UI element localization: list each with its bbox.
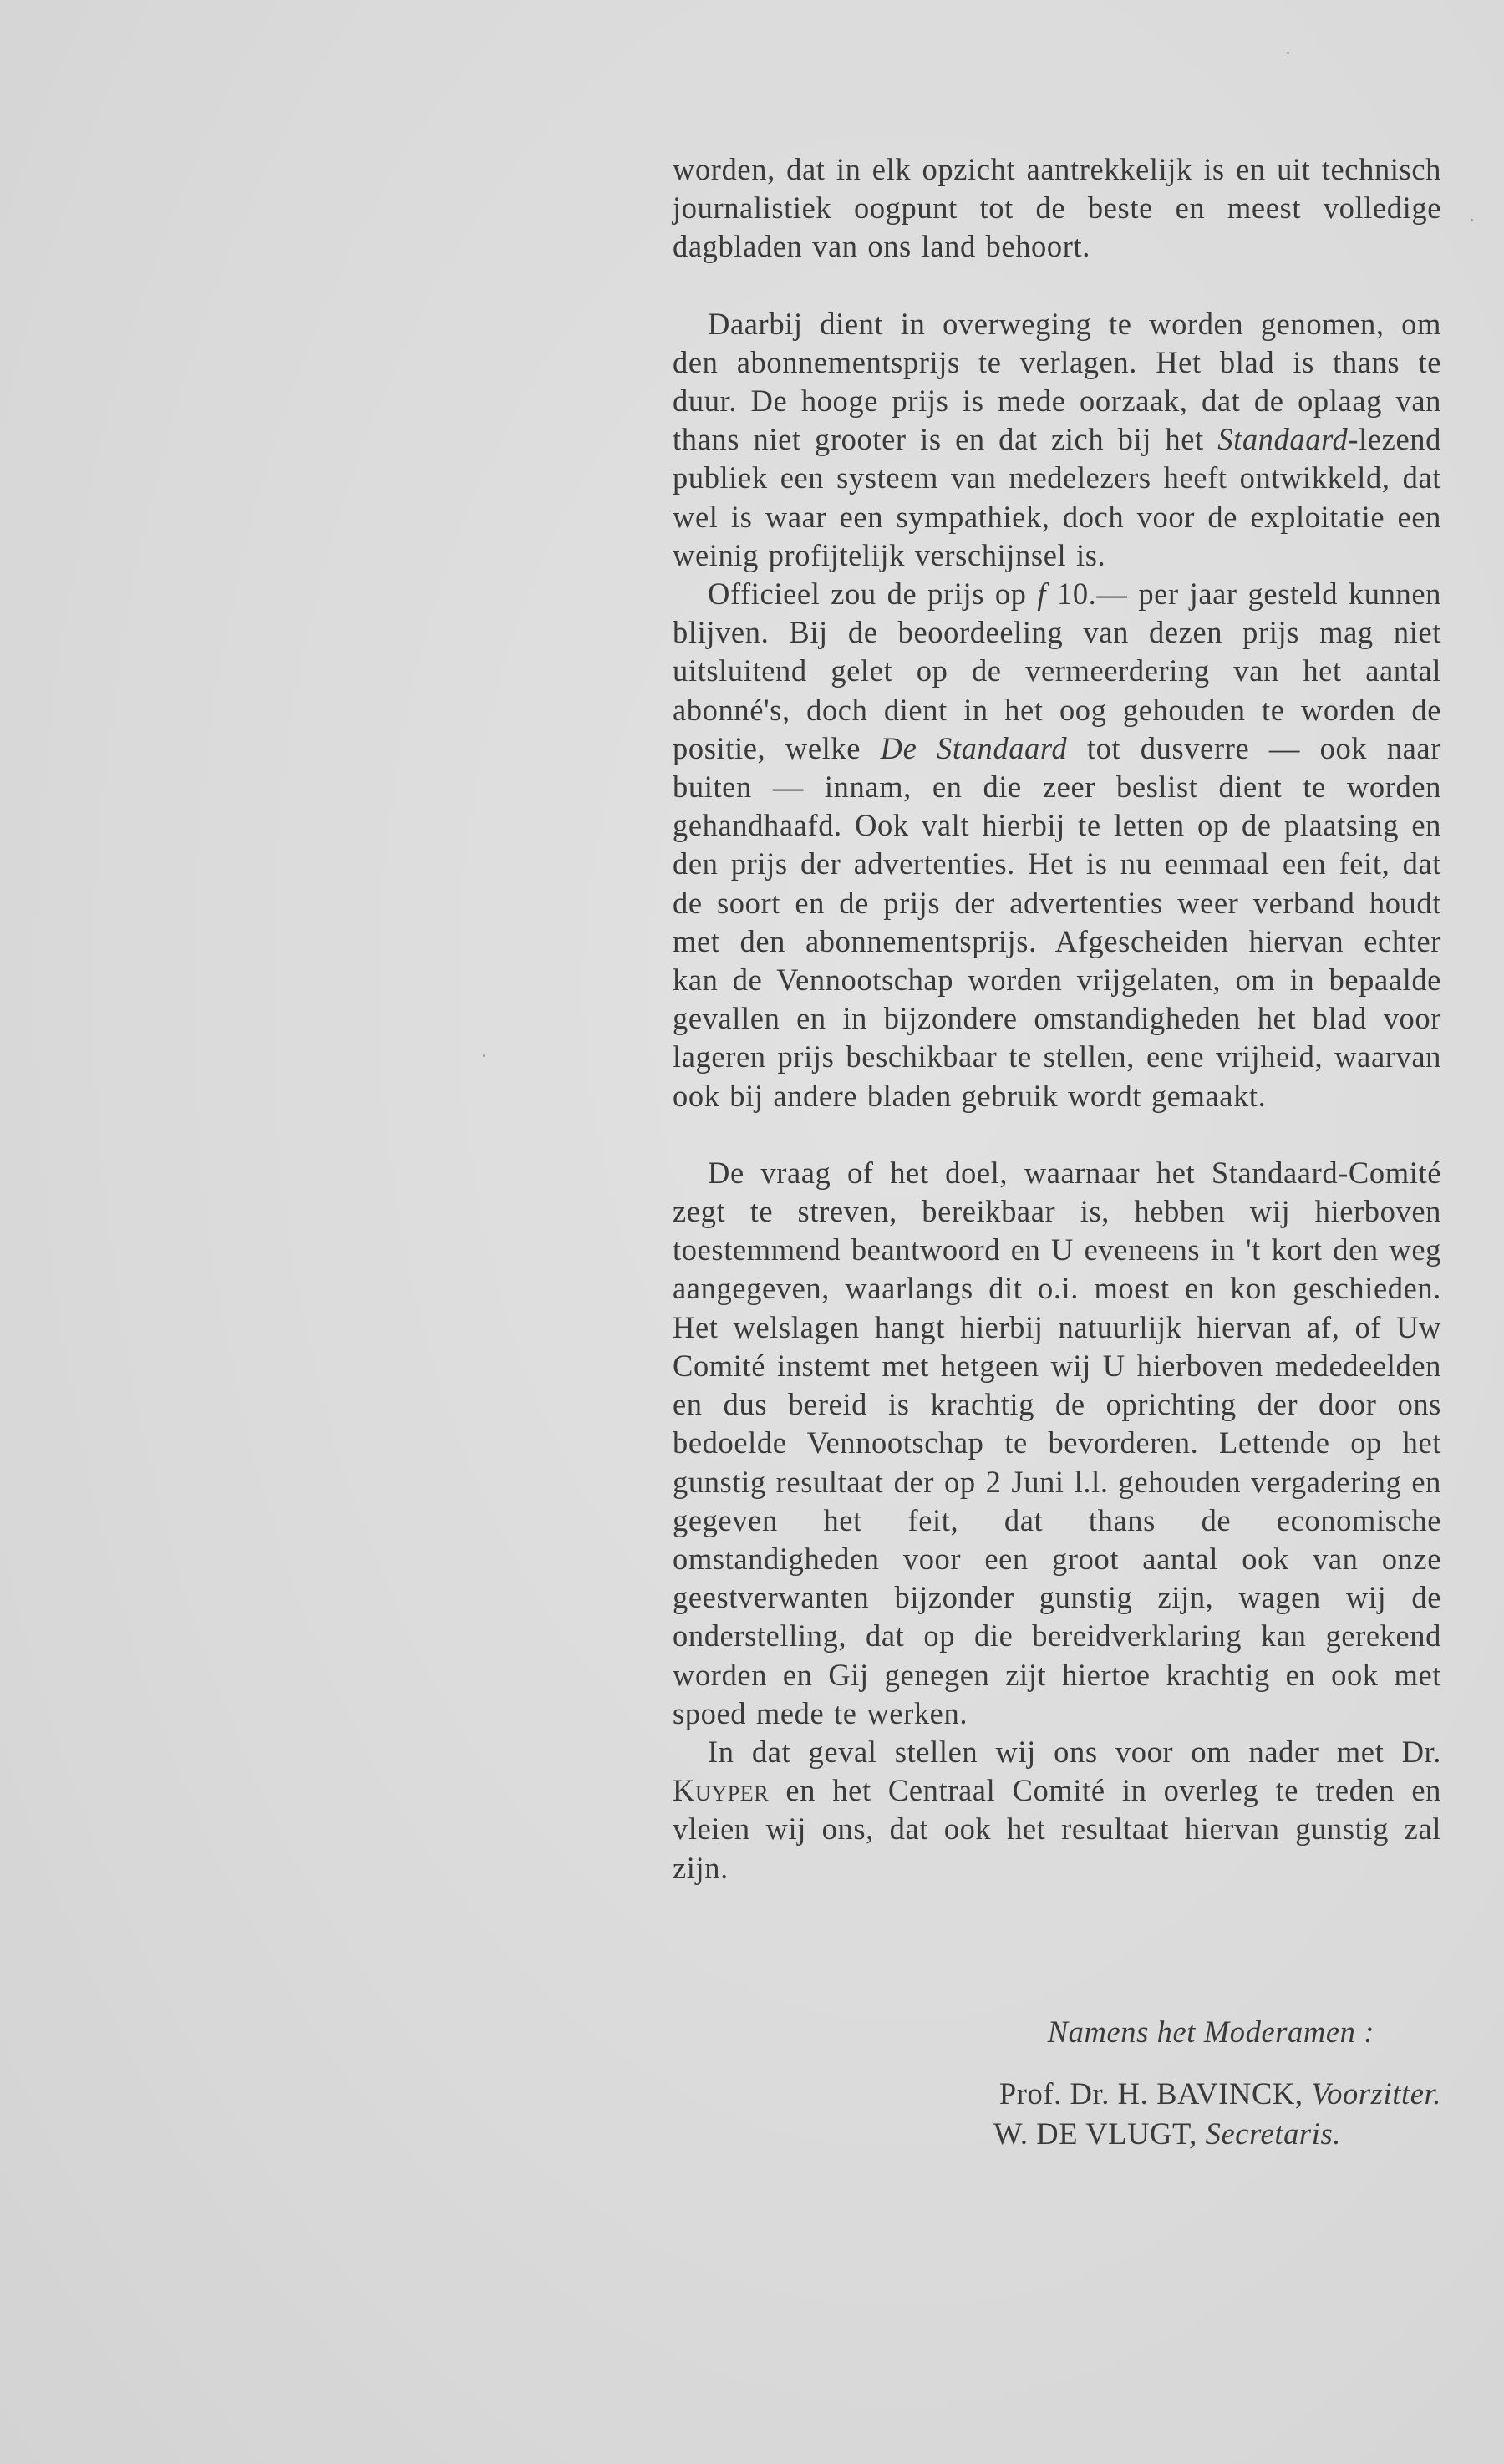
paragraph-3 <box>673 575 1441 1115</box>
paper-speck <box>483 1054 485 1057</box>
paragraph-2-text-b: -lezend publiek een systeem van medelezers heeft ontwikkeld, dat wel is waar een sympathiek, doch voor de exploitatie een weinig profijtelijk verschijnsel is. <box>673 422 1441 572</box>
florin-sign: f <box>1037 577 1047 612</box>
paragraph-4-text: De vraag of het doel, waarnaar het Standaard-Comité zegt te streven, bereikbaar is, hebben wij hierboven toestemmend beantwoord en U eveneens in 't kort den weg aangegeven, waarlangs dit o.i. moest en kon geschieden. Het welslagen hangt hierbij natuurlijk hiervan af, of Uw Comité instemt met hetgeen wij U hierboven mededeelden en dus bereid is krachtig de oprichting der door ons bedoelde Vennootschap te bevorderen. Lettende op het gunstig resultaat der op 2 Juni l.l. gehouden vergadering en gegeven het feit, dat thans de economische omstandigheden voor een groot aantal ook van onze geestverwanten bijzonder gunstig zijn, wagen wij de onderstelling, dat op die bereidverklaring kan gerekend worden en Gij genegen zijt hiertoe krachtig en ook met spoed mede te werken. <box>673 1155 1441 1730</box>
paper-speck <box>1471 219 1473 221</box>
signatory-name: W. DE VLUGT, <box>993 2116 1206 2151</box>
paragraph-2 <box>673 305 1441 575</box>
paragraph-5-text-b: en het Centraal Comité in overleg te treden en vleien wij ons, dat ook het resultaat hiervan gunstig zal zijn. <box>673 1773 1441 1885</box>
standaard-italic: Standaard <box>1217 422 1349 457</box>
kuyper-smallcaps: Kuyper <box>673 1773 770 1808</box>
paragraph-5-text-a: In dat geval stellen wij ons voor om nader met Dr. <box>708 1734 1441 1769</box>
signatory-role: Voorzitter. <box>1311 2076 1441 2111</box>
paragraph-4 <box>673 1154 1441 1733</box>
namens-line: Namens het Moderamen : <box>1047 2014 1374 2049</box>
paragraph-3-text-b: 10.— per jaar gesteld kunnen blijven. Bij de beoordeeling van dezen prijs mag niet uitsluitend gelet op de vermeerdering van het aantal abonné's, doch dient in het oog gehouden te worden de positie, welke <box>673 577 1441 765</box>
signatory-voorzitter <box>673 2074 1441 2114</box>
signatory-secretaris <box>673 2114 1441 2154</box>
signatory-name: Prof. Dr. H. BAVINCK, <box>998 2076 1312 2111</box>
signatory-role: Secretaris. <box>1205 2116 1341 2151</box>
paragraph-2-text-a: Daarbij dient in overweging te worden genomen, om den abonnementsprijs te verlagen. Het blad is thans te duur. De hooge prijs is mede oorzaak, dat de oplaag van thans niet grooter is en dat zich bij het <box>673 306 1441 457</box>
paragraph-3-text-a: Officieel zou de prijs op <box>708 577 1038 612</box>
paragraph-3-text-c: tot dusverre — ook naar buiten — innam, en die zeer beslist dient te worden gehandhaafd. Ook valt hierbij te letten op de plaatsing en den prijs der advertenties. Het is nu eenmaal een feit, dat de soort en de prijs der advertenties weer verband houdt met den abonnementsprijs. Afgescheiden hiervan echter kan de Vennootschap worden vrijgelaten, om in bepaalde gevallen en in bijzondere omstandigheden het blad voor lageren prijs beschikbaar te stellen, eene vrijheid, waarvan ook bij andere bladen gebruik wordt gemaakt. <box>673 730 1441 1113</box>
de-standaard-italic: De Standaard <box>880 730 1068 765</box>
paragraph-1-text: worden, dat in elk opzicht aantrekkelijk is en uit technisch journalistiek oogpunt tot de beste en meest volledige dagbladen van ons land behoort. <box>673 152 1441 264</box>
paragraph-5 <box>673 1733 1441 1887</box>
body-text <box>673 150 1441 1887</box>
paragraph-1 <box>673 150 1441 267</box>
paper-speck <box>1287 52 1289 54</box>
